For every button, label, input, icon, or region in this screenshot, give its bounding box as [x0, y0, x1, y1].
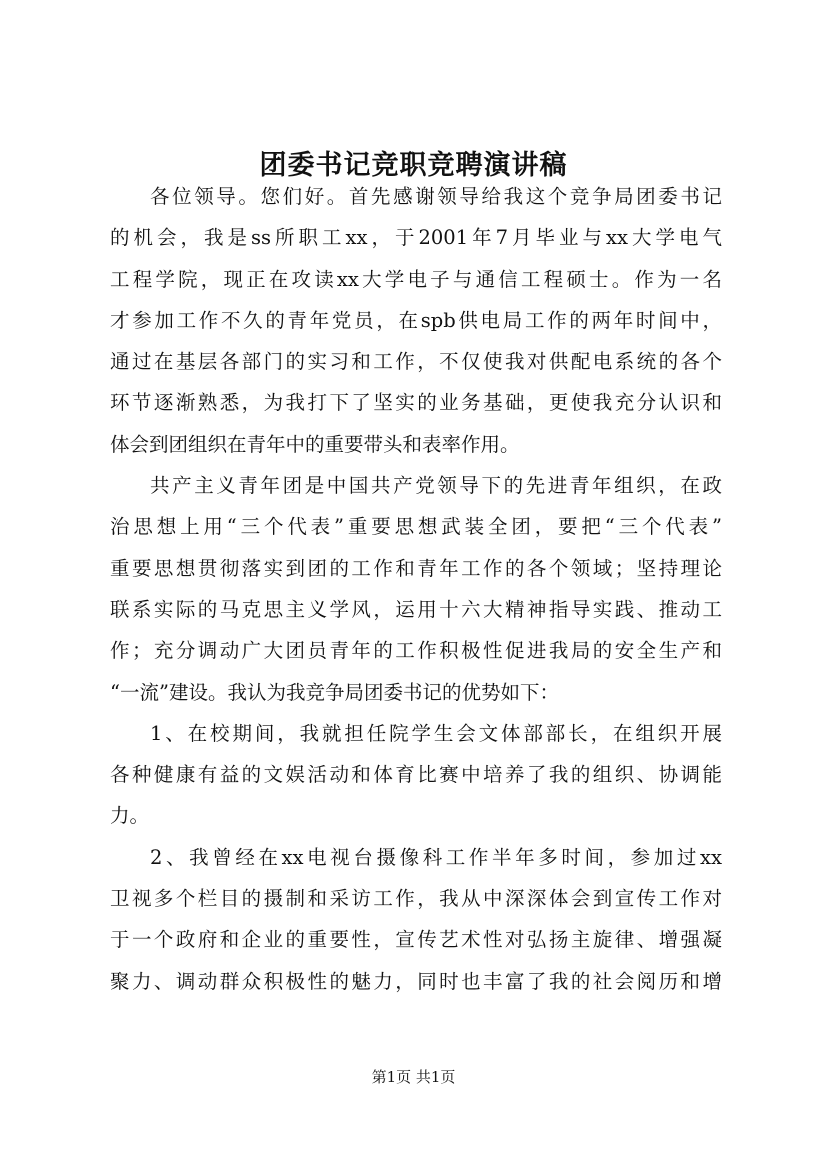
text-line: 作；充分调动广大团员青年的工作积极性促进我局的安全生产和 — [110, 639, 722, 663]
text-line: 聚力、调动群众积极性的魅力，同时也丰富了我的社会阅历和增 — [110, 969, 722, 993]
text-line: 2、我曾经在xx电视台摄像科工作半年多时间，参加过xx — [150, 845, 722, 869]
text-line: 的机会，我是ss所职工xx，于2001年7月毕业与xx大学电气 — [110, 226, 722, 250]
text-line: 通过在基层各部门的实习和工作，不仅使我对供配电系统的各个 — [110, 350, 722, 374]
text-line: 于一个政府和企业的重要性，宣传艺术性对弘扬主旋律、增强凝 — [110, 928, 722, 952]
document-title: 团委书记竞职竞聘演讲稿 — [259, 150, 568, 181]
text-line: 卫视多个栏目的摄制和采访工作，我从中深深体会到宣传工作对 — [110, 887, 722, 911]
text-line: 工程学院，现正在攻读xx大学电子与通信工程硕士。作为一名 — [110, 267, 722, 291]
text-line: 力。 — [110, 804, 150, 828]
page-footer: 第1页 共1页 — [371, 1068, 456, 1086]
text-line: 各位领导。您们好。首先感谢领导给我这个竞争局团委书记 — [150, 185, 722, 208]
text-line: 各种健康有益的文娱活动和体育比赛中培养了我的组织、协调能 — [110, 763, 722, 787]
text-line: 才参加工作不久的青年党员，在spb供电局工作的两年时间中， — [110, 308, 722, 332]
text-line: 体会到团组织在青年中的重要带头和表率作用。 — [110, 432, 520, 456]
text-line: 1、在校期间，我就担任院学生会文体部部长，在组织开展 — [150, 721, 722, 745]
document-body — [110, 176, 722, 1002]
text-line: 联系实际的马克思主义学风，运用十六大精神指导实践、推动工 — [110, 597, 722, 621]
text-line: “一流”建设。我认为我竞争局团委书记的优势如下： — [110, 680, 559, 704]
text-line: 共产主义青年团是中国共产党领导下的先进青年组织，在政 — [150, 474, 722, 498]
text-line: 环节逐渐熟悉，为我打下了坚实的业务基础，更使我充分认识和 — [110, 391, 722, 415]
text-line: 重要思想贯彻落实到团的工作和青年工作的各个领域；坚持理论 — [110, 556, 722, 580]
text-line: 治思想上用“三个代表”重要思想武装全团，要把“三个代表” — [110, 515, 722, 539]
